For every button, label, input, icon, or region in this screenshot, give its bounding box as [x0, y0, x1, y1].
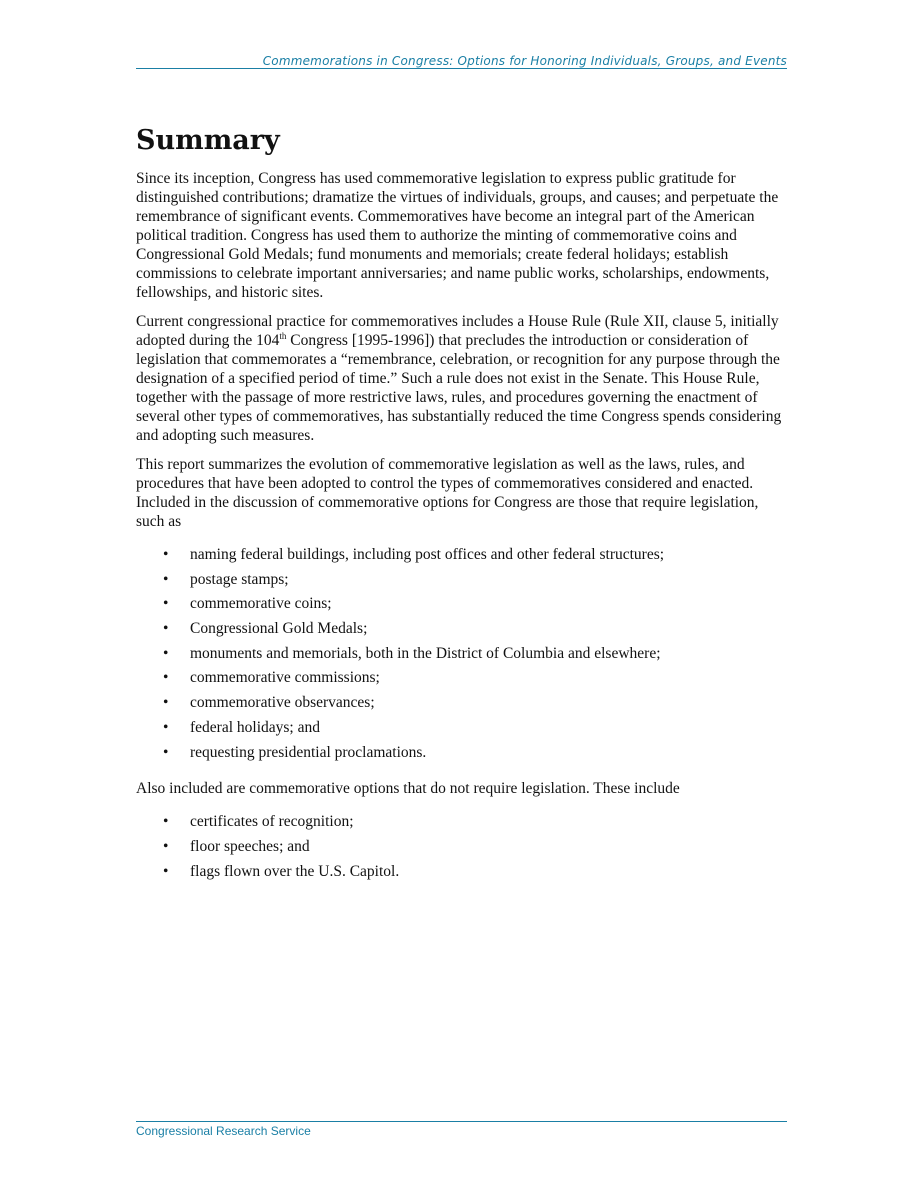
footer-rule — [136, 1121, 787, 1122]
list-item-text: flags flown over the U.S. Capitol. — [190, 862, 400, 880]
section-heading: Summary — [136, 125, 280, 156]
list-item-text: naming federal buildings, including post offices and other federal structures; — [190, 546, 665, 563]
list-item — [136, 545, 788, 570]
list-item — [136, 718, 788, 743]
list-item — [136, 837, 788, 862]
list-item-text: monuments and memorials, both in the District of Columbia and elsewhere; — [190, 644, 661, 662]
header-rule — [136, 68, 787, 69]
paragraph-intro: Since its inception, Congress has used commemorative legislation to express public gratitude for distinguished contributions; dramatize the virtues of individuals, groups, and causes; and perpetuate the remembrance of significant events. Commemoratives have become an integral part of the American political tradition. Congress has used them to authorize the minting of commemorative coins and Congressional Gold Medals; fund monuments and memorials; create federal holidays; establish commissions to celebrate important anniversaries; and name public works, scholarships, endowments, fellowships, and historic sites. — [136, 170, 779, 301]
list-item-text: certificates of recognition; — [190, 813, 354, 831]
list-item — [136, 668, 788, 693]
ordinal-superscript: th — [279, 330, 287, 341]
bullet-icon: • — [163, 570, 169, 588]
footer-org: Congressional Research Service — [136, 1124, 311, 1138]
list-item-text: commemorative commissions; — [190, 669, 380, 687]
bullet-icon: • — [163, 669, 169, 687]
bullet-icon: • — [163, 546, 169, 563]
running-header: Commemorations in Congress: Options for Honoring Individuals, Groups, and Events — [262, 54, 787, 68]
list-item-text: commemorative coins; — [190, 595, 332, 613]
paragraph-house-rule — [136, 312, 788, 445]
non-legislative-options-list — [136, 812, 788, 886]
bullet-icon: • — [163, 718, 169, 736]
list-item — [136, 812, 788, 837]
legislative-options-list — [136, 545, 788, 767]
bullet-icon: • — [163, 620, 169, 638]
list-item-text: requesting presidential proclamations. — [190, 743, 427, 761]
bullet-icon: • — [163, 644, 169, 662]
bullet-icon: • — [163, 694, 169, 712]
list-item — [136, 644, 788, 669]
bullet-icon: • — [163, 862, 169, 880]
list-item — [136, 594, 788, 619]
list-item — [136, 570, 788, 595]
bullet-icon: • — [163, 595, 169, 613]
paragraph-house-rule-part1: Current congressional practice for commemoratives includes a House Rule (Rule XII, clause 5, initially adopted during the 104 — [136, 313, 779, 349]
list-item — [136, 743, 788, 768]
summary-section — [136, 124, 788, 898]
bullet-icon: • — [163, 743, 169, 761]
list-item — [136, 693, 788, 718]
paragraph-house-rule-part2: Congress [1995-1996]) that precludes the introduction or consideration of legislation that commemorates a “remembrance, celebration, or recognition for any purpose through the designation of a specified period of time.” Such a rule does not exist in the Senate. This House Rule, together with the passage of more restrictive laws, rules, and procedures governing the enactment of several other types of commemoratives, has substantially reduced the time Congress spends considering and adopting such measures. — [136, 332, 782, 444]
list-item-text: floor speeches; and — [190, 837, 310, 855]
list-item-text: postage stamps; — [190, 570, 289, 588]
list-item-text: federal holidays; and — [190, 718, 320, 736]
paragraph-report-scope: This report summarizes the evolution of commemorative legislation as well as the laws, rules, and procedures that have been adopted to control the types of commemoratives considered and enacted. Included in the discussion of commemorative options for Congress are those that require legislation, such as — [136, 456, 759, 530]
list-item — [136, 862, 788, 887]
bullet-icon: • — [163, 813, 169, 831]
paragraph-non-legislative: Also included are commemorative options that do not require legislation. These include — [136, 780, 680, 798]
bullet-icon: • — [163, 837, 169, 855]
list-item-text: Congressional Gold Medals; — [190, 620, 368, 638]
list-item-text: commemorative observances; — [190, 694, 375, 712]
list-item — [136, 619, 788, 644]
